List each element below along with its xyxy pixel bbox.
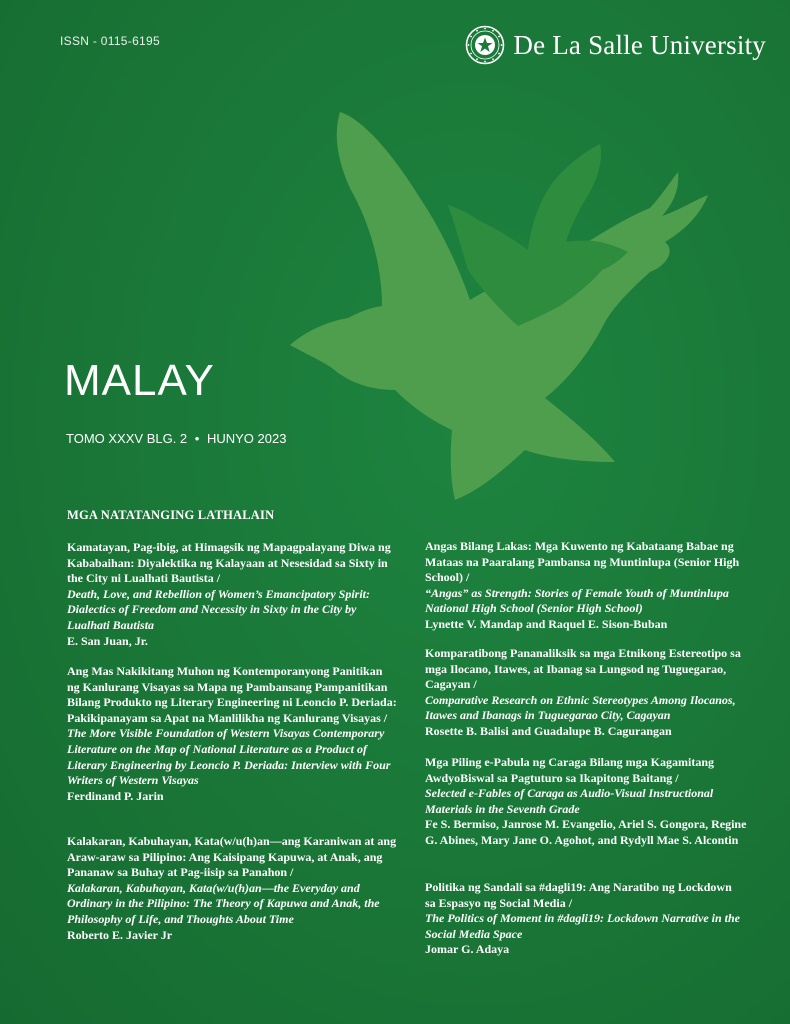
article-title: Mga Piling e-Pabula ng Caraga Bilang mga Kagamitang AwdyoBiswal sa Pagtuturo sa Ikapitong Baitang / [425, 755, 715, 785]
article-title: Politika ng Sandali sa #dagli19: Ang Naratibo ng Lockdown sa Espasyo ng Social Media / [425, 880, 732, 910]
article-authors: Roberto E. Javier Jr [67, 927, 173, 942]
article-english-title: Death, Love, and Rebellion of Women’s Emancipatory Spirit: Dialectics of Freedom and Necessity in Sixty in the City by Lualhati Bautista [67, 586, 370, 632]
issue-line [66, 431, 286, 446]
journal-title: MALAY [64, 356, 215, 405]
article-english-title: “Angas” as Strength: Stories of Female Youth of Muntinlupa National High School (Senior High School) [425, 585, 729, 616]
article-english-title: Selected e-Fables of Caraga as Audio-Visual Instructional Materials in the Seventh Grade [425, 786, 714, 816]
article-title: Komparatibong Pananaliksik sa mga Etnikong Estereotipo sa mga Ilocano, Itawes, at Ibanag sa Lungsod ng Tuguegarao, Cagayan / [425, 646, 741, 692]
article-entry [425, 646, 755, 740]
article-title: Angas Bilang Lakas: Mga Kuwento ng Kabataang Babae ng Mataas na Paaralang Pambansa ng Muntinlupa (Senior High School) / [425, 539, 740, 585]
section-heading: MGA NATATANGING LATHALAIN [67, 508, 275, 522]
article-entry [67, 664, 397, 804]
article-authors: Ferdinand P. Jarin [67, 788, 164, 803]
issue-date: HUNYO 2023 [206, 431, 287, 446]
publisher-brand [465, 22, 766, 68]
article-english-title: Kalakaran, Kabuhayan, Kata(w/u(h)an—the Everyday and Ordinary in the Pilipino: The Theory of Kapuwa and Anak, the Philosophy of Life, and Thoughts About Time [67, 880, 380, 926]
doves-illustration [270, 100, 730, 530]
issue-number: BLG. 2 [146, 431, 188, 446]
article-entry [425, 880, 745, 958]
article-entry [425, 539, 750, 633]
article-english-title: The More Visible Foundation of Western Visayas Contemporary Literature on the Map of National Literature as a Product of Literary Engineering by Leoncio P. Deriada: Interview with Four Writers of Western Visayas [67, 726, 391, 788]
article-english-title: The Politics of Moment in #dagli19: Lockdown Narrative in the Social Media Space [425, 911, 740, 941]
publisher-name: De La Salle University [513, 29, 766, 60]
article-authors: E. San Juan, Jr. [67, 633, 148, 648]
separator: • [194, 431, 200, 446]
article-entry [425, 755, 750, 849]
article-entry [67, 834, 397, 943]
article-entry [67, 540, 392, 649]
article-english-title: Comparative Research on Ethnic Stereotypes Among Ilocanos, Itawes and Ibanags in Tuguegarao City, Cagayan [425, 692, 736, 723]
article-title: Kamatayan, Pag-ibig, at Himagsik ng Mapagpalayang Diwa ng Kababaihan: Diyalektika ng Kalayaan at Nesesidad sa Sixty in the City ni Lualhati Bautista / [67, 540, 391, 586]
article-authors: Jomar G. Adaya [425, 942, 510, 957]
article-title: Kalakaran, Kabuhayan, Kata(w/u(h)an—ang Karaniwan at ang Araw-araw sa Pilipino: Ang Kaisipang Kapuwa, at Anak, ang Pananaw sa Buhay at Pag-iisip sa Panahon / [67, 834, 397, 880]
article-authors: Rosette B. Balisi and Guadalupe B. Cagurangan [425, 723, 672, 738]
university-seal-icon [465, 25, 505, 65]
article-authors: Fe S. Bermiso, Janrose M. Evangelio, Ariel S. Gongora, Regine G. Abines, Mary Jane O. Agohot, and Rydyll Mae S. Alcontin [425, 817, 747, 847]
article-title: Ang Mas Nakikitang Muhon ng Kontemporanyong Panitikan ng Kanlurang Visayas sa Mapa ng Pambansang Pampanitikan Bilang Produkto ng Literary Engineering ni Leoncio P. Deriada: Pakikipanayam sa Apat na Manlilikha ng Kanlurang Visayas / [67, 664, 397, 725]
article-authors: Lynette V. Mandap and Raquel E. Sison-Buban [425, 616, 668, 631]
issn-number: ISSN - 0115-6195 [60, 34, 160, 48]
volume-label: TOMO XXXV [66, 431, 144, 446]
